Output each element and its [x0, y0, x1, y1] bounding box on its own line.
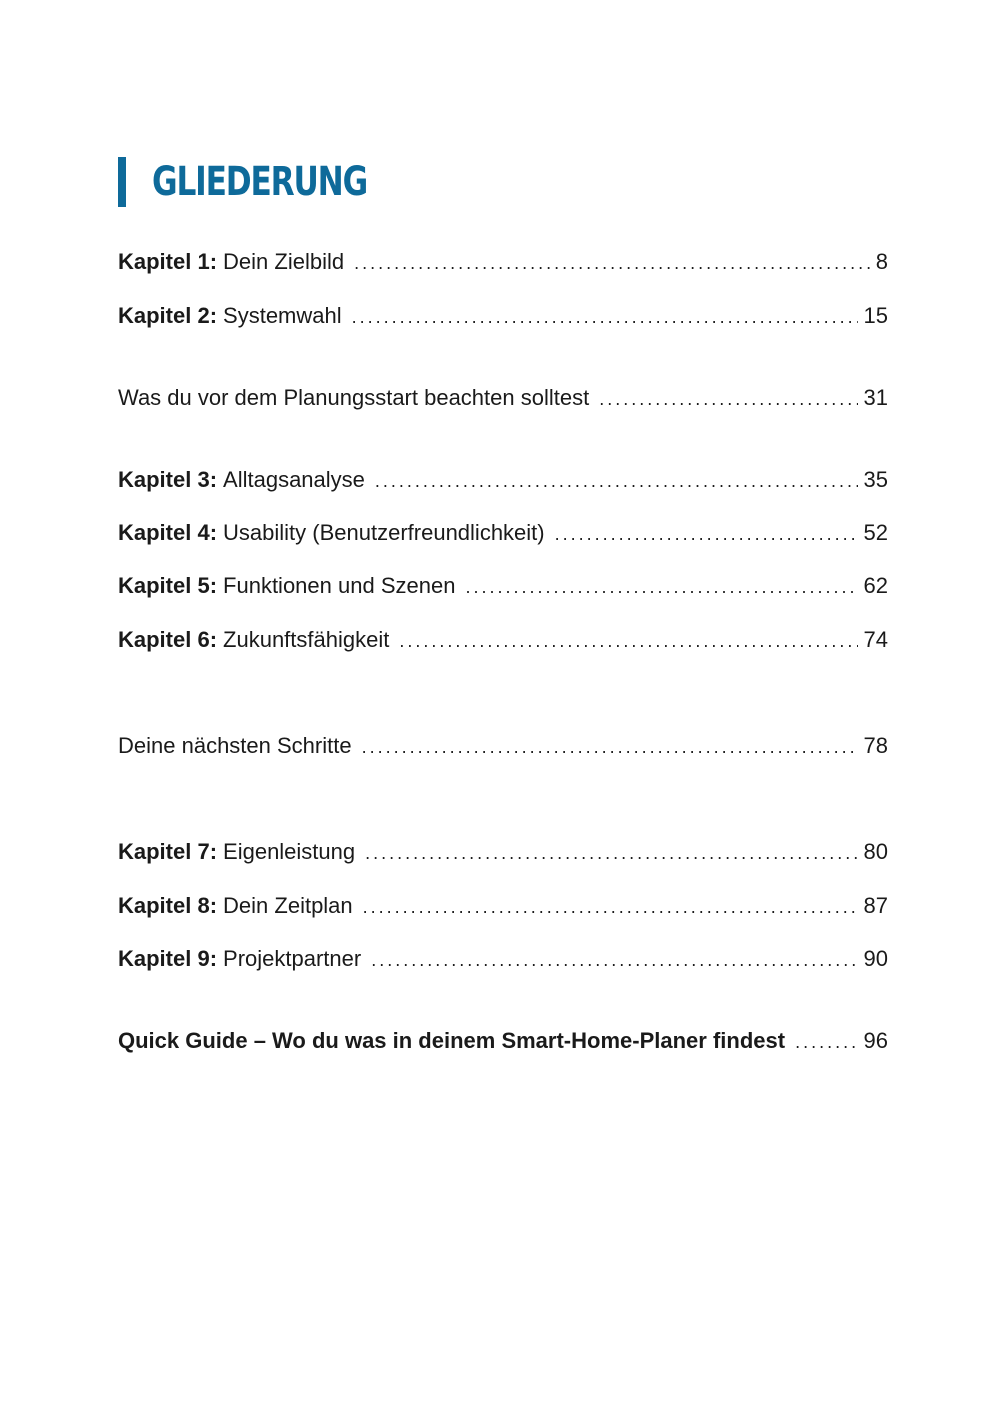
toc-entry-prefix: Kapitel 8:	[118, 893, 218, 918]
toc-entry-page: 31	[863, 385, 888, 410]
toc-entry-title: Dein Zeitplan	[223, 893, 353, 918]
toc-entry-page: 90	[863, 946, 888, 971]
toc-entry-page: 35	[863, 467, 888, 492]
toc-entry-title: Usability (Benutzerfreundlichkeit)	[223, 520, 545, 545]
toc-dot-leader	[363, 892, 858, 922]
toc-dot-leader	[362, 732, 858, 762]
toc-entry-page: 78	[863, 733, 888, 758]
toc-dot-leader	[555, 519, 858, 549]
toc-dot-leader	[399, 626, 857, 656]
toc-entry-chapter-8[interactable]	[118, 891, 888, 921]
toc-entry-page: 62	[863, 573, 888, 598]
toc-entry-title: Alltagsanalyse	[223, 467, 365, 492]
toc-entry-prefix: Kapitel 5:	[118, 573, 218, 598]
toc-entry-quick-guide[interactable]	[118, 1026, 888, 1056]
toc-entry-prefix: Kapitel 7:	[118, 839, 218, 864]
toc-entry-next-steps[interactable]	[118, 731, 888, 761]
toc-dot-leader	[354, 248, 870, 278]
toc-dot-leader	[599, 384, 857, 414]
toc-entry-title: Was du vor dem Planungsstart beachten solltest	[118, 385, 590, 410]
toc-entry-chapter-6[interactable]	[118, 625, 888, 655]
toc-dot-leader	[375, 466, 858, 496]
toc-entry-prefix: Kapitel 9:	[118, 946, 218, 971]
toc-entry-title: Dein Zielbild	[223, 249, 345, 274]
page-heading	[118, 157, 428, 207]
toc-dot-leader	[465, 572, 857, 602]
toc-entry-chapter-2[interactable]	[118, 301, 888, 331]
toc-entry-page: 52	[863, 520, 888, 545]
toc-entry-chapter-3[interactable]	[118, 465, 888, 495]
toc-entry-chapter-5[interactable]	[118, 571, 888, 601]
toc-dot-leader	[352, 302, 858, 332]
toc-entry-prefix: Kapitel 4:	[118, 520, 218, 545]
toc-entry-title: Funktionen und Szenen	[223, 573, 456, 598]
toc-entry-page: 15	[863, 303, 888, 328]
toc-dot-leader	[795, 1027, 857, 1057]
toc-entry-title: Zukunftsfähigkeit	[223, 627, 390, 652]
toc-entry-prefix: Kapitel 3:	[118, 467, 218, 492]
toc-entry-prefix: Kapitel 1:	[118, 249, 218, 274]
toc-entry-title: Eigenleistung	[223, 839, 356, 864]
toc-entry-chapter-4[interactable]	[118, 518, 888, 548]
toc-dot-leader	[365, 838, 857, 868]
toc-dot-leader	[371, 945, 857, 975]
toc-entry-chapter-7[interactable]	[118, 837, 888, 867]
toc-entry-title: Projektpartner	[223, 946, 362, 971]
toc-entry-chapter-1[interactable]	[118, 247, 888, 277]
toc-entry-title: Deine nächsten Schritte	[118, 733, 352, 758]
heading-accent-bar	[118, 157, 126, 207]
toc-entry-page: 80	[863, 839, 888, 864]
toc-entry-chapter-9[interactable]	[118, 944, 888, 974]
toc-entry-planning-start[interactable]	[118, 383, 888, 413]
toc-entry-page: 74	[863, 627, 888, 652]
page-title: GLIEDERUNG	[152, 159, 368, 205]
toc-entry-page: 96	[863, 1028, 888, 1053]
toc-entry-prefix: Kapitel 2:	[118, 303, 218, 328]
toc-entry-title: Systemwahl	[223, 303, 342, 328]
toc-entry-prefix: Kapitel 6:	[118, 627, 218, 652]
toc-entry-page: 87	[863, 893, 888, 918]
toc-entry-page: 8	[875, 249, 888, 274]
toc-entry-title: Quick Guide – Wo du was in deinem Smart-Home-Planer findest	[118, 1028, 786, 1053]
